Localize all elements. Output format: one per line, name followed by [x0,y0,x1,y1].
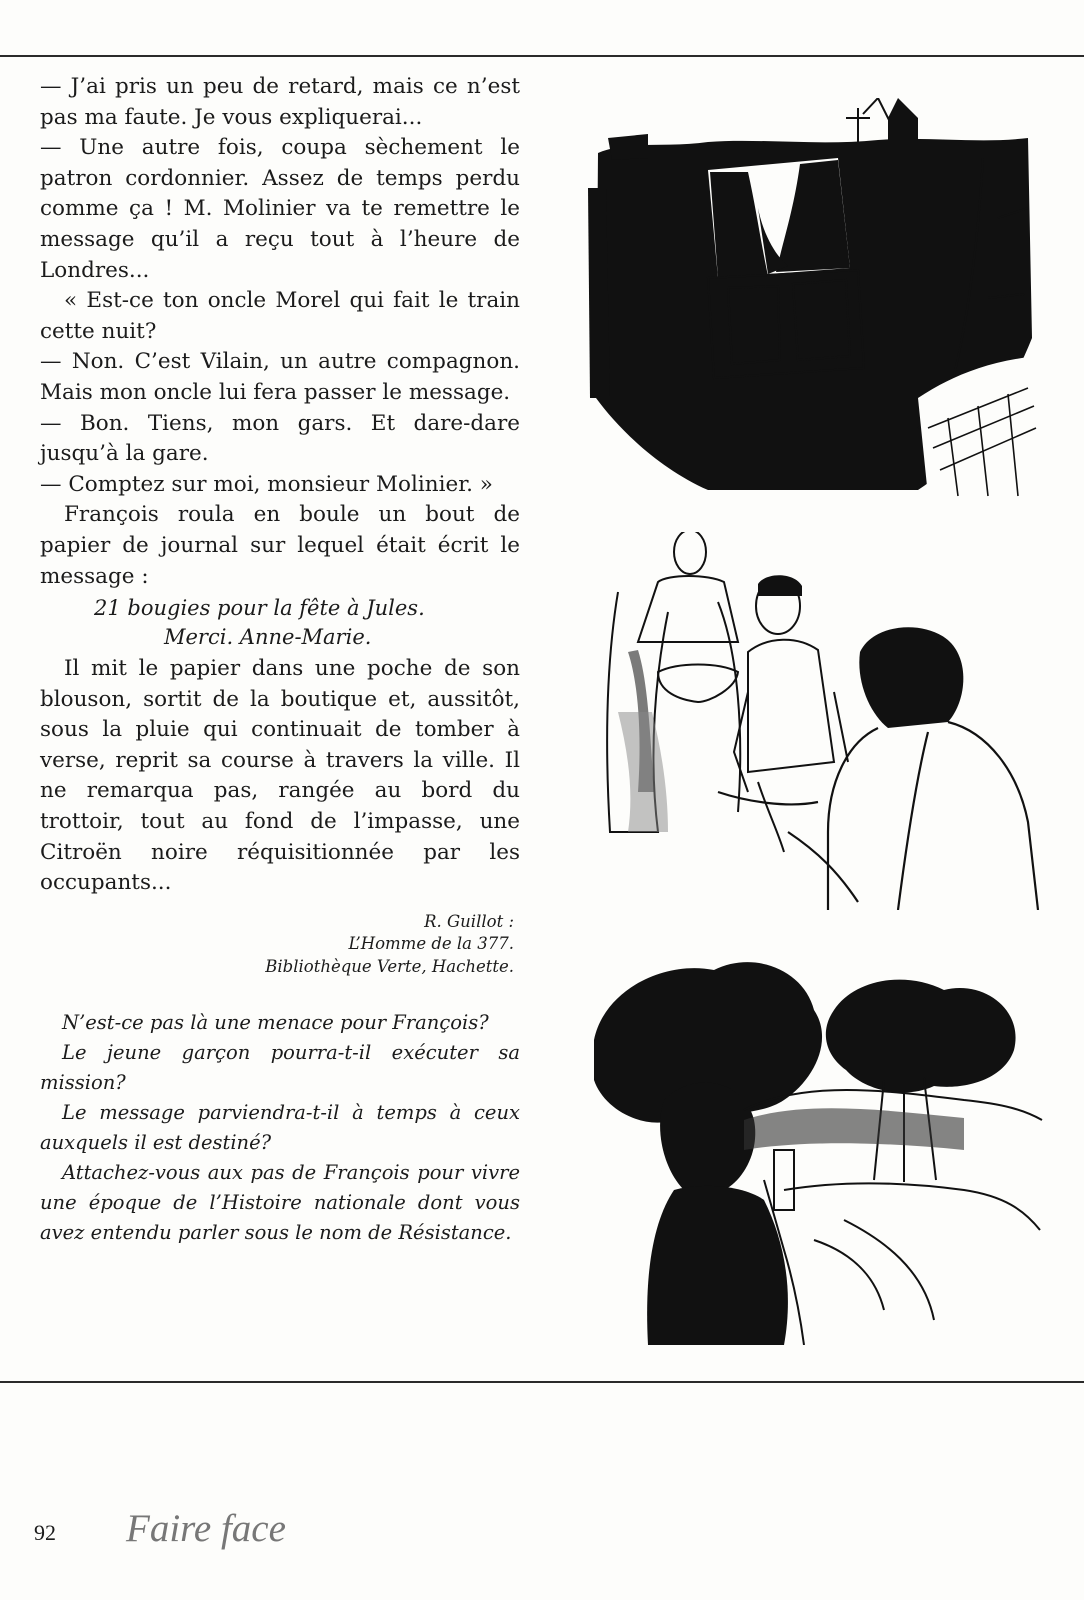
paragraph: — Comptez sur moi, monsieur Molinier. » [40,471,493,497]
paragraph: « Est-ce ton oncle Morel qui fait le train cette nuit? [40,288,520,344]
source-publisher: Bibliothèque Verte, Hachette. [265,956,514,976]
source-author: R. Guillot : [424,911,514,931]
train-illustration [588,98,1044,498]
text-column [40,72,520,1248]
message-line: Merci. Anne-Marie. [164,625,372,650]
soldiers-illustration [598,532,1050,910]
paragraph: — Non. C’est Vilain, un autre compagnon. Mais mon oncle lui fera passer le message. [40,349,520,405]
questions-block [40,1008,520,1248]
paragraph: — Une autre fois, coupa sèchement le patron cordonnier. Assez de temps perdu comme ça ! M. Molinier va te remettre le message qu’il a reçu tout à l’heure de Londres... [40,135,520,283]
source-citation [40,911,520,979]
secret-message [40,594,520,652]
closing-paragraph: Il mit le papier dans une poche de son blouson, sortit de la boutique et, aussitôt, sous la pluie qui continuait de tomber à verse, reprit sa course à travers la ville. Il ne remarqua pas, rangée au bord du trottoir, tout au fond de l’impasse, une Citroën noire réquisitionnée par les occupants... [40,656,520,896]
paragraph: — Bon. Tiens, mon gars. Et dare-dare jusqu’à la gare. [40,410,520,467]
question: Le jeune garçon pourra-t-il exécuter sa mission? [40,1041,520,1095]
running-title: Faire face [126,1507,286,1550]
question: Attachez-vous aux pas de François pour vivre une époque de l’Histoire nationale dont vous avez entendu parler sous le nom de Résistance. [40,1161,520,1245]
page-number: 92 [34,1520,56,1545]
source-title: L’Homme de la 377. [348,934,514,954]
paragraph: — J’ai pris un peu de retard, mais ce n’est pas ma faute. Je vous expliquerai... [40,74,520,130]
question: N’est-ce pas là une menace pour François? [62,1011,489,1035]
message-line: 21 bougies pour la fête à Jules. [94,596,425,621]
top-rule [0,55,1084,57]
bottom-rule [0,1381,1084,1383]
road-illustration [584,950,1044,1345]
paragraph: François roula en boule un bout de papier de journal sur lequel était écrit le message : [40,502,520,589]
question: Le message parviendra-t-il à temps à ceux auxquels il est destiné? [40,1101,520,1155]
